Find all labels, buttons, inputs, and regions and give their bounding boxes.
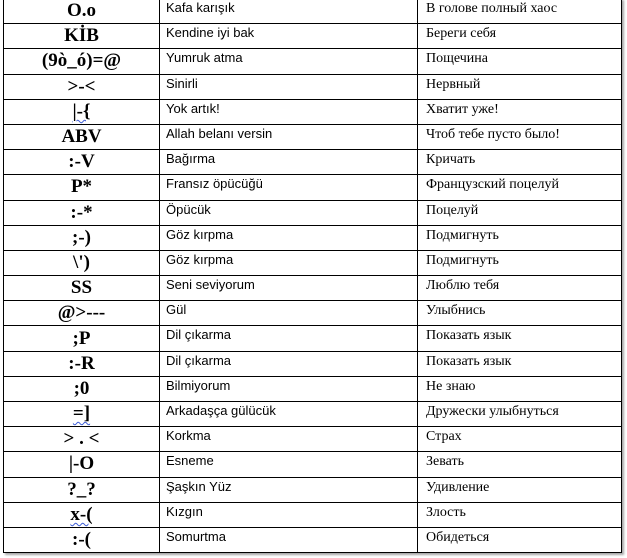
russian-meaning: Дружески улыбнуться: [418, 402, 622, 427]
turkish-meaning: Sinirli: [160, 74, 418, 99]
russian-meaning: Показать язык: [418, 326, 622, 351]
turkish-meaning: Kendine iyi bak: [160, 24, 418, 49]
table-row: [4, 49, 622, 74]
turkish-meaning: Göz kırpma: [160, 250, 418, 275]
table-row: [4, 74, 622, 99]
table-row: [4, 452, 622, 477]
turkish-meaning: Yumruk atma: [160, 49, 418, 74]
emoticon-code: x-(: [4, 502, 160, 527]
emoticon-code: (9ò_ó)=@: [4, 49, 160, 74]
table-row: [4, 150, 622, 175]
russian-meaning: Страх: [418, 427, 622, 452]
emoticon-code: |-{: [4, 99, 160, 124]
turkish-meaning: Bilmiyorum: [160, 376, 418, 401]
turkish-meaning: Gül: [160, 301, 418, 326]
russian-meaning: Поцелуй: [418, 200, 622, 225]
table-row: [4, 200, 622, 225]
russian-meaning: Подмигнуть: [418, 225, 622, 250]
table-row: [4, 351, 622, 376]
table-row: [4, 0, 622, 24]
table-row: [4, 427, 622, 452]
russian-meaning: Береги себя: [418, 24, 622, 49]
table-row: [4, 477, 622, 502]
russian-meaning: Улыбнись: [418, 301, 622, 326]
emoticon-code: |-O: [4, 452, 160, 477]
turkish-meaning: Fransız öpücüğü: [160, 175, 418, 200]
russian-meaning: Хватит уже!: [418, 99, 622, 124]
turkish-meaning: Somurtma: [160, 527, 418, 552]
table-row: [4, 276, 622, 301]
emoticon-code: ;0: [4, 376, 160, 401]
turkish-meaning: Kızgın: [160, 502, 418, 527]
turkish-meaning: Arkadaşça gülücük: [160, 402, 418, 427]
emoticon-code: ;P: [4, 326, 160, 351]
russian-meaning: Подмигнуть: [418, 250, 622, 275]
emoticon-code: SS: [4, 276, 160, 301]
emoticon-table-body: [4, 0, 622, 553]
table-row: [4, 99, 622, 124]
emoticon-code: @>---: [4, 301, 160, 326]
emoticon-code: >-<: [4, 74, 160, 99]
emoticon-code: O.o: [4, 0, 160, 24]
emoticon-code: > . <: [4, 427, 160, 452]
turkish-meaning: Kafa karışık: [160, 0, 418, 24]
russian-meaning: В голове полный хаос: [418, 0, 622, 24]
russian-meaning: Нервный: [418, 74, 622, 99]
emoticon-code: ;-): [4, 225, 160, 250]
emoticon-code: ABV: [4, 124, 160, 149]
turkish-meaning: Öpücük: [160, 200, 418, 225]
emoticon-code: P*: [4, 175, 160, 200]
table-row: [4, 175, 622, 200]
russian-meaning: Чтоб тебе пусто было!: [418, 124, 622, 149]
russian-meaning: Обидеться: [418, 527, 622, 552]
russian-meaning: Злость: [418, 502, 622, 527]
russian-meaning: Удивление: [418, 477, 622, 502]
table-row: [4, 301, 622, 326]
table-row: [4, 225, 622, 250]
turkish-meaning: Seni seviyorum: [160, 276, 418, 301]
emoticon-code: :-V: [4, 150, 160, 175]
table-row: [4, 326, 622, 351]
table-row: [4, 124, 622, 149]
emoticon-code: \'): [4, 250, 160, 275]
russian-meaning: Люблю тебя: [418, 276, 622, 301]
emoticon-table: [3, 0, 622, 553]
turkish-meaning: Esneme: [160, 452, 418, 477]
turkish-meaning: Dil çıkarma: [160, 326, 418, 351]
turkish-meaning: Bağırma: [160, 150, 418, 175]
emoticon-code: :-R: [4, 351, 160, 376]
table-row: [4, 250, 622, 275]
emoticon-code: ?_?: [4, 477, 160, 502]
russian-meaning: Кричать: [418, 150, 622, 175]
table-row: [4, 402, 622, 427]
russian-meaning: Не знаю: [418, 376, 622, 401]
russian-meaning: Показать язык: [418, 351, 622, 376]
table-row: [4, 527, 622, 552]
turkish-meaning: Yok artık!: [160, 99, 418, 124]
turkish-meaning: Korkma: [160, 427, 418, 452]
table-row: [4, 376, 622, 401]
emoticon-code: KİB: [4, 24, 160, 49]
turkish-meaning: Allah belanı versin: [160, 124, 418, 149]
table-row: [4, 24, 622, 49]
russian-meaning: Пощечина: [418, 49, 622, 74]
turkish-meaning: Şaşkın Yüz: [160, 477, 418, 502]
russian-meaning: Зевать: [418, 452, 622, 477]
emoticon-code: =]: [4, 402, 160, 427]
russian-meaning: Французский поцелуй: [418, 175, 622, 200]
emoticon-code: :-*: [4, 200, 160, 225]
table-row: [4, 502, 622, 527]
turkish-meaning: Göz kırpma: [160, 225, 418, 250]
turkish-meaning: Dil çıkarma: [160, 351, 418, 376]
emoticon-code: :-(: [4, 527, 160, 552]
